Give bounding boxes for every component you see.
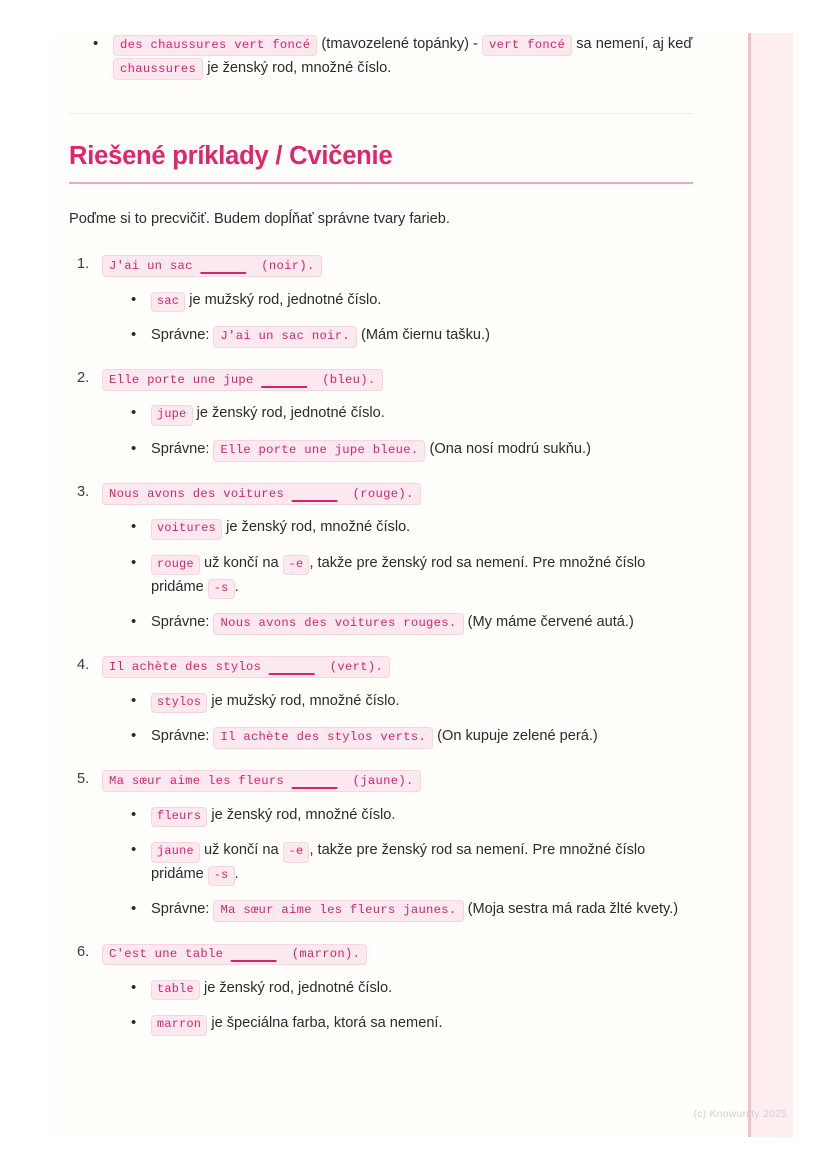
answer-label: Správne:	[151, 614, 210, 631]
code-chip-answer: Nous avons des voitures rouges.	[213, 613, 463, 635]
list-item	[130, 438, 693, 462]
code-chip-answer: Il achète des stylos verts.	[213, 727, 433, 749]
note-text: je ženský rod, jednotné číslo.	[196, 405, 385, 422]
top-note-list	[69, 33, 693, 80]
code-chip-answer: Elle porte une jupe bleue.	[213, 440, 425, 462]
exercise-prompt-chip: C'est une table (marron).	[102, 944, 367, 966]
note-text: je ženský rod, množné číslo.	[226, 519, 411, 536]
list-item	[130, 289, 693, 313]
exercise-prompt	[102, 368, 693, 392]
answer-translation: (Ona nosí modrú sukňu.)	[429, 441, 591, 458]
answer-translation: (On kupuje zelené perá.)	[437, 728, 598, 745]
exercise-item	[69, 254, 693, 348]
note-text: je ženský rod, jednotné číslo.	[203, 979, 393, 996]
exercise-item	[69, 482, 693, 635]
code-chip-suffix-s: -s	[208, 579, 235, 599]
note-text: .	[234, 578, 239, 595]
code-chip-noun: sac	[151, 292, 185, 312]
code-chip-noun: stylos	[151, 693, 207, 713]
note-text: je špeciálna farba, ktorá sa nemení.	[211, 1015, 443, 1032]
section-heading-underline	[69, 182, 693, 184]
page-right-gutter	[751, 33, 793, 1137]
list-item	[130, 804, 693, 828]
exercise-prompt	[102, 769, 693, 793]
list-item	[130, 839, 693, 886]
note-text: je ženský rod, množné číslo.	[211, 806, 396, 823]
list-item	[130, 977, 693, 1001]
exercise-notes	[102, 402, 693, 461]
exercise-item	[69, 368, 693, 462]
list-item	[130, 552, 693, 599]
exercise-list	[69, 254, 693, 1036]
note-text: , takže pre ženský rod sa nemení. Pre množné číslo pridáme	[151, 842, 646, 882]
code-chip-noun: fleurs	[151, 807, 207, 827]
exercise-blank	[292, 774, 338, 788]
code-chip-noun: marron	[151, 1015, 207, 1035]
code-chip-noun: jupe	[151, 405, 193, 425]
section-heading: Riešené príklady / Cvičenie	[69, 142, 393, 171]
answer-label: Správne:	[151, 728, 210, 745]
code-chip-color: jaune	[151, 842, 200, 862]
note-text: je mužský rod, množné číslo.	[211, 692, 400, 709]
answer-label: Správne:	[151, 901, 210, 918]
exercise-prompt	[102, 254, 693, 278]
exercise-notes	[102, 804, 693, 923]
top-note-gloss: (tmavozelené topánky) -	[321, 36, 478, 52]
code-chip-noun: voitures	[151, 519, 222, 539]
exercise-item	[69, 769, 693, 922]
code-chip-color: rouge	[151, 555, 200, 575]
exercise-notes	[102, 289, 693, 348]
exercise-prompt	[102, 655, 693, 679]
list-item	[130, 516, 693, 540]
exercise-blank	[292, 487, 338, 501]
exercise-prompt-chip: Il achète des stylos (vert).	[102, 656, 390, 678]
answer-label: Správne:	[151, 441, 210, 458]
note-text: je mužský rod, jednotné číslo.	[189, 291, 382, 308]
code-chip-phrase: des chaussures vert foncé	[113, 35, 317, 57]
exercise-prompt	[102, 482, 693, 506]
list-item	[91, 33, 693, 80]
top-note-tail-1: sa nemení, aj keď	[576, 36, 693, 52]
code-chip-color: vert foncé	[482, 35, 572, 57]
note-text: , takže pre ženský rod sa nemení. Pre množné číslo pridáme	[151, 555, 646, 595]
exercise-item	[69, 655, 693, 749]
page-content	[50, 33, 751, 1137]
list-item	[130, 402, 693, 426]
note-text: už končí na	[203, 842, 279, 859]
top-note-tail-2: je ženský rod, množné číslo.	[207, 59, 392, 76]
answer-translation: (Moja sestra má rada žlté kvety.)	[467, 901, 679, 918]
exercise-item	[69, 942, 693, 1036]
exercise-notes	[102, 977, 693, 1036]
exercise-prompt-chip: Ma sœur aime les fleurs (jaune).	[102, 770, 421, 792]
note-text: .	[234, 865, 239, 882]
exercise-prompt-chip: J'ai un sac (noir).	[102, 255, 322, 277]
code-chip-suffix-e: -e	[283, 842, 310, 862]
exercise-blank	[269, 660, 315, 674]
exercise-prompt-chip: Elle porte une jupe (bleu).	[102, 369, 383, 391]
list-item	[130, 324, 693, 348]
code-chip-suffix-e: -e	[283, 555, 310, 575]
answer-translation: (My máme červené autá.)	[467, 614, 634, 631]
code-chip-noun: table	[151, 980, 200, 1000]
exercise-prompt-chip: Nous avons des voitures (rouge).	[102, 483, 421, 505]
code-chip-answer: J'ai un sac noir.	[213, 326, 356, 348]
list-item	[130, 611, 693, 635]
list-item	[130, 725, 693, 749]
code-chip-suffix-s: -s	[208, 866, 235, 886]
note-text: už končí na	[203, 555, 279, 572]
section-lead-paragraph: Poďme si to precvičiť. Budem dopĺňať správne tvary farieb.	[69, 211, 450, 228]
exercise-blank	[231, 947, 277, 961]
list-item	[130, 898, 693, 922]
answer-label: Správne:	[151, 327, 210, 344]
exercise-blank	[261, 373, 307, 387]
list-item	[130, 690, 693, 714]
list-item	[130, 1012, 693, 1036]
exercise-blank	[200, 259, 246, 273]
exercise-notes	[102, 690, 693, 749]
section-divider	[69, 113, 693, 114]
watermark: (c) Knowunity 2025	[693, 1108, 787, 1120]
exercise-notes	[102, 516, 693, 635]
answer-translation: (Mám čiernu tašku.)	[360, 327, 490, 344]
code-chip-noun: chaussures	[113, 58, 203, 80]
exercise-prompt	[102, 942, 693, 966]
document-page	[50, 33, 793, 1137]
code-chip-answer: Ma sœur aime les fleurs jaunes.	[213, 900, 463, 922]
